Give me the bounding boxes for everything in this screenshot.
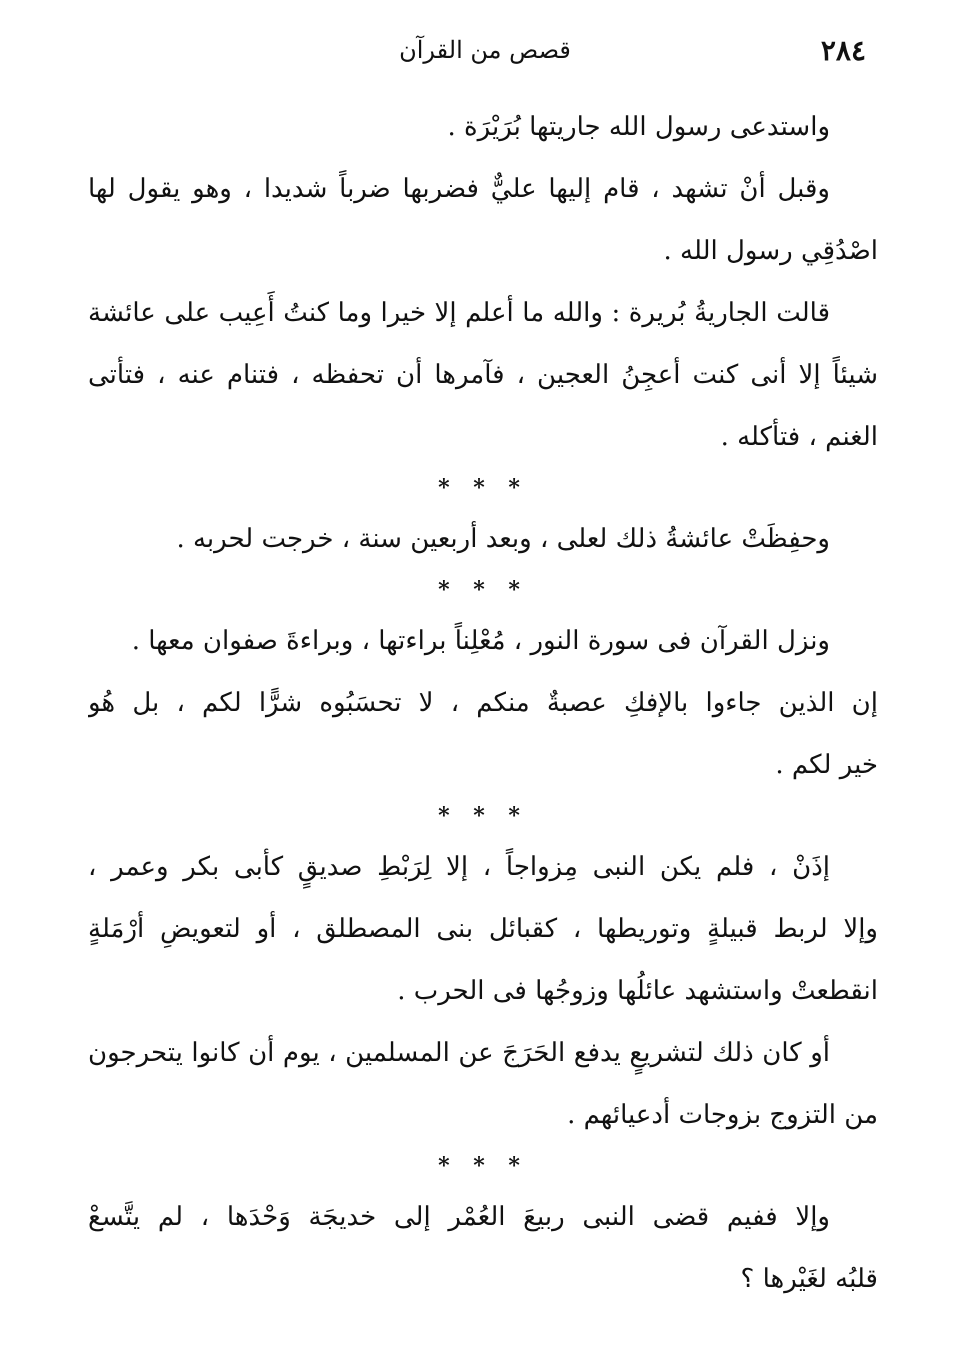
text-line: شيئاً إلا أنى كنت أعجِنُ العجين ، فآمرها أن تحفظه ، فتنام عنه ، فتأتى — [88, 360, 878, 390]
text-line: وإلا ففيم قضى النبى ربيعَ العُمْر إلى خديجَة وَحْدَها ، لم يتَّسعْ — [88, 1202, 830, 1232]
text-line: وحفِظَتْ عائشةُ ذلك لعلى ، وبعد أربعين سنة ، خرجت لحربه . — [176, 524, 830, 554]
text-line: انقطعتْ واستشهد عائلُها وزوجُها فى الحرب . — [397, 976, 878, 1006]
section-divider: * * * — [438, 1153, 528, 1179]
section-divider: * * * — [438, 803, 528, 829]
text-line: من التزوج بزوجات أدعيائهم . — [567, 1100, 878, 1130]
text-line: خير لكم . — [775, 750, 878, 780]
section-divider: * * * — [438, 475, 528, 501]
text-line: واستدعى رسول الله جاريتها بُرَيْرَة . — [447, 112, 830, 142]
text-line: اصْدُقِي رسول الله . — [663, 236, 878, 266]
text-line: قلبُه لغَيْرها ؟ — [740, 1264, 878, 1294]
text-line: إن الذين جاءوا بالإفكِ عصبةٌ منكم ، لا تحسَبُوه شرًّا لكم ، بل هُو — [88, 688, 878, 718]
section-divider: * * * — [438, 577, 528, 603]
text-line: قالت الجاريةُ بُريرة : والله ما أعلم إلا خيرا وما كنتُ أَعِيب على عائشة — [88, 298, 830, 328]
text-line: وإلا لربط قبيلةٍ وتوريطها ، كقبائل بنى المصطلق ، أو لتعويضِ أرْمَلةٍ — [88, 914, 878, 944]
page-header — [90, 32, 880, 82]
page-number: ٢٨٤ — [820, 34, 866, 67]
text-line: الغنم ، فتأكله . — [720, 422, 878, 452]
text-line: ونزل القرآن فى سورة النور ، مُعْلِناً براءتها ، وبراءةَ صفوان معها . — [131, 626, 830, 656]
text-line: وقبل أنْ تشهد ، قام إليها عليٌّ فضربها ضرباً شديدا ، وهو يقول لها — [88, 174, 830, 204]
running-title: قصص من القرآن — [399, 36, 571, 64]
text-line: إذَنْ ، فلم يكن النبى مِزواجاً ، إلا لِرَبْطِ صديقٍ كأبى بكر وعمر ، — [88, 852, 830, 882]
page-body — [88, 96, 878, 1310]
text-line: أو كان ذلك لتشريعٍ يدفع الحَرَجَ عن المسلمين ، يوم أن كانوا يتحرجون — [88, 1038, 830, 1068]
